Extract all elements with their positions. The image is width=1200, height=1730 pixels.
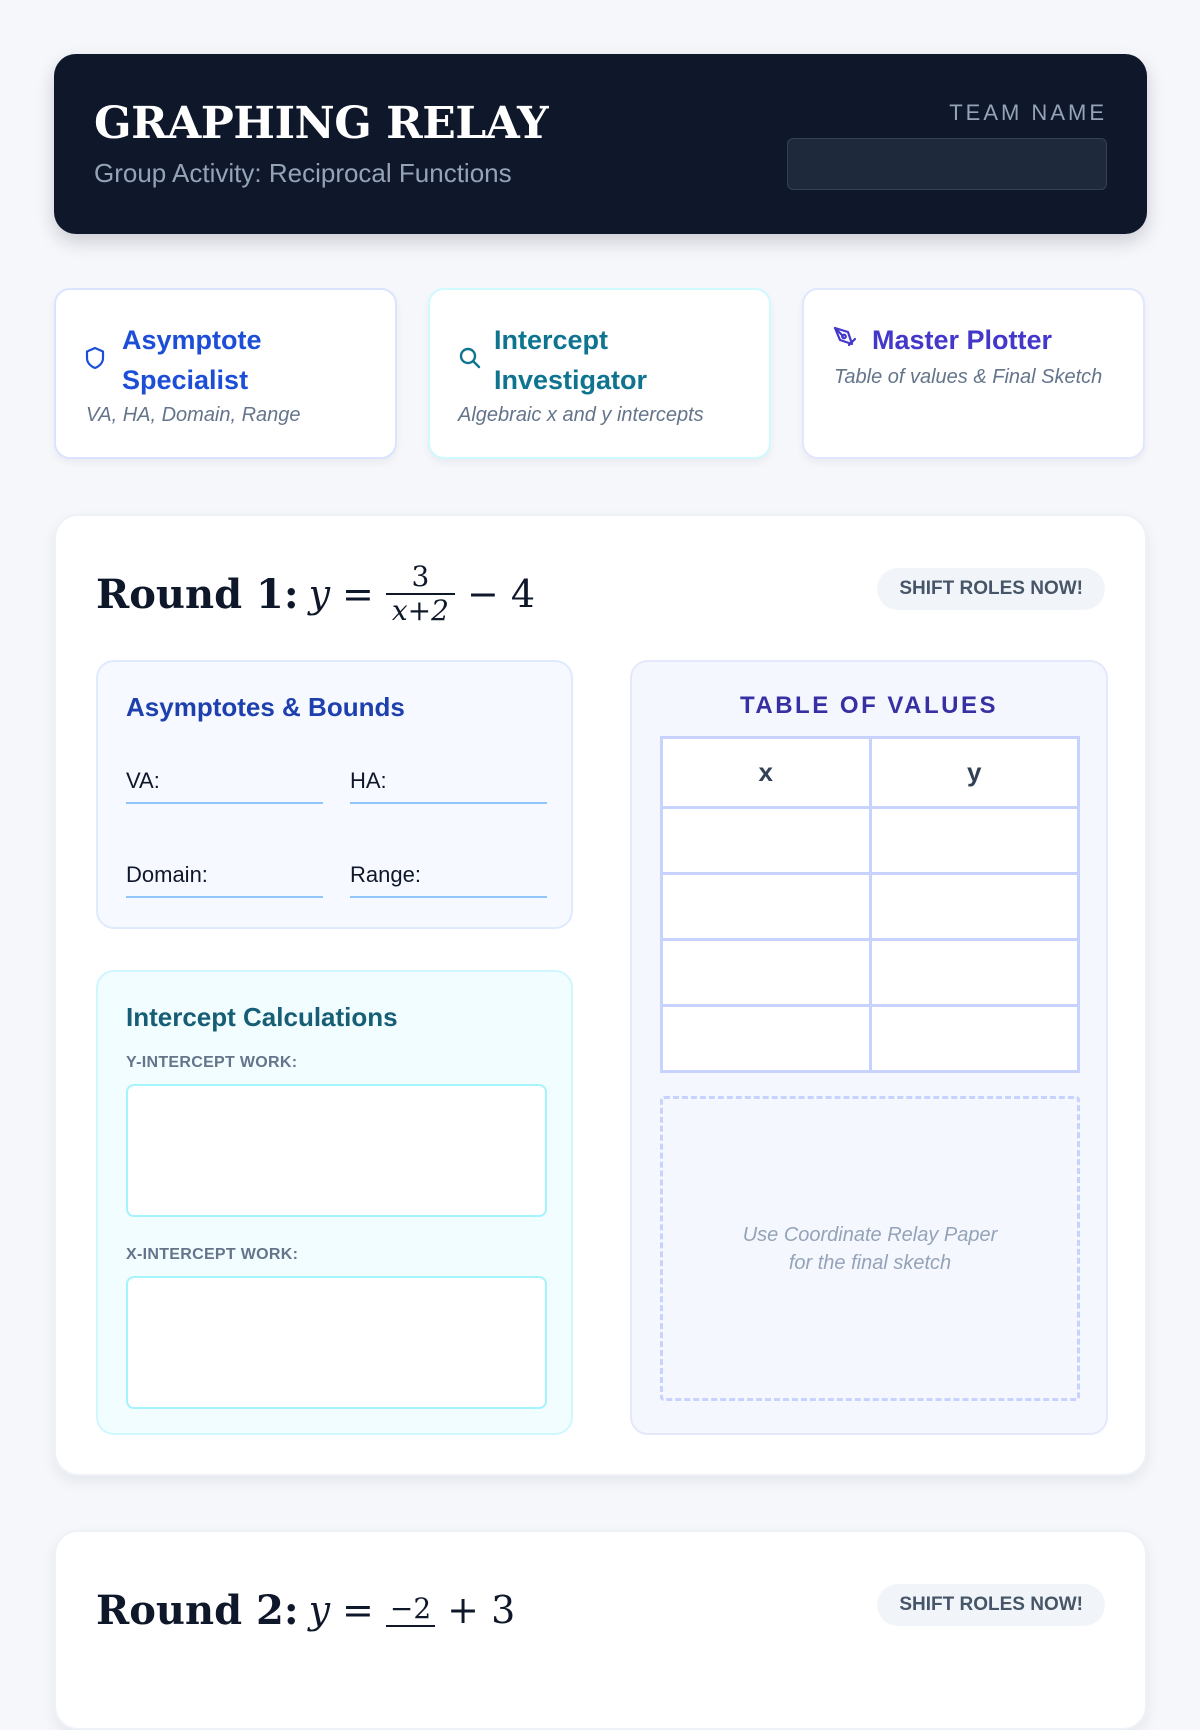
equation-lhs: y (308, 572, 331, 616)
role-name: Master Plotter (872, 325, 1053, 355)
equation-fraction (386, 1593, 435, 1627)
fraction-numerator: −2 (389, 1592, 432, 1625)
range-field[interactable] (350, 852, 547, 898)
page-title: GRAPHING RELAY (94, 98, 549, 149)
table-row (662, 940, 1079, 1006)
table-header-x: x (662, 738, 871, 808)
table-of-values-panel (630, 660, 1108, 1435)
va-label: VA: (126, 768, 160, 793)
round-card-2 (54, 1530, 1147, 1730)
table-cell-y[interactable] (870, 940, 1079, 1006)
round-label: Round 1: (96, 570, 299, 618)
sketch-note-line-1: Use Coordinate Relay Paper (742, 1223, 998, 1246)
equation-tail: + 3 (447, 1588, 516, 1632)
table-cell-y[interactable] (870, 874, 1079, 940)
table-row (662, 874, 1079, 940)
role-card-intercept-investigator (428, 288, 771, 459)
table-cell-y[interactable] (870, 1006, 1079, 1072)
table-cell-x[interactable] (662, 874, 871, 940)
table-row (662, 808, 1079, 874)
role-name: Asymptote Specialist (122, 325, 262, 395)
range-label: Range: (350, 862, 421, 887)
round-label: Round 2: (96, 1586, 299, 1634)
x-intercept-label: X-INTERCEPT WORK: (126, 1246, 299, 1263)
table-cell-y[interactable] (870, 808, 1079, 874)
round-title (96, 554, 535, 634)
table-cell-x[interactable] (662, 940, 871, 1006)
table-title: TABLE OF VALUES (740, 692, 998, 719)
round-card-1 (54, 514, 1147, 1476)
y-intercept-work-box[interactable] (126, 1084, 547, 1217)
role-description: Table of values & Final Sketch (834, 366, 1103, 388)
role-card-asymptote-specialist (54, 288, 397, 459)
page-subtitle: Group Activity: Reciprocal Functions (94, 158, 512, 188)
table-cell-x[interactable] (662, 808, 871, 874)
equation-equals: = (342, 572, 374, 616)
domain-field[interactable] (126, 852, 323, 898)
fraction-numerator: 3 (411, 560, 430, 593)
shield-icon (84, 346, 106, 375)
header-banner (54, 54, 1147, 234)
table-header-y: y (870, 738, 1079, 808)
round-equation (309, 1588, 516, 1632)
pen-icon (832, 324, 858, 355)
search-icon (458, 346, 482, 375)
equation-lhs: y (308, 1588, 331, 1632)
table-of-values (660, 736, 1080, 1073)
shift-roles-badge: SHIFT ROLES NOW! (877, 568, 1105, 610)
equation-fraction (386, 561, 455, 627)
equation-equals: = (342, 1588, 374, 1632)
x-intercept-work-box[interactable] (126, 1276, 547, 1409)
domain-label: Domain: (126, 862, 208, 887)
table-cell-x[interactable] (662, 1006, 871, 1072)
team-name-input[interactable] (787, 138, 1107, 190)
sketch-note-line-2: for the final sketch (788, 1251, 952, 1274)
role-name: Intercept Investigator (494, 325, 648, 395)
shift-roles-badge: SHIFT ROLES NOW! (877, 1584, 1105, 1626)
va-field[interactable] (126, 758, 323, 804)
sketch-area (660, 1096, 1080, 1401)
round-equation (309, 561, 536, 627)
round-title (96, 1570, 515, 1650)
intercepts-panel (96, 970, 573, 1435)
equation-tail: − 4 (466, 572, 536, 616)
ha-field[interactable] (350, 758, 547, 804)
role-card-master-plotter (802, 288, 1145, 459)
y-intercept-label: Y-INTERCEPT WORK: (126, 1054, 298, 1071)
asymptotes-title: Asymptotes & Bounds (126, 692, 405, 722)
role-description: Algebraic x and y intercepts (458, 404, 704, 426)
asymptotes-panel (96, 660, 573, 929)
table-row (662, 1006, 1079, 1072)
ha-label: HA: (350, 768, 387, 793)
fraction-bar (386, 1625, 435, 1627)
role-description: VA, HA, Domain, Range (86, 404, 301, 426)
fraction-denominator: x+2 (391, 594, 449, 627)
team-name-label: TEAM NAME (949, 100, 1107, 125)
intercepts-title: Intercept Calculations (126, 1002, 398, 1032)
